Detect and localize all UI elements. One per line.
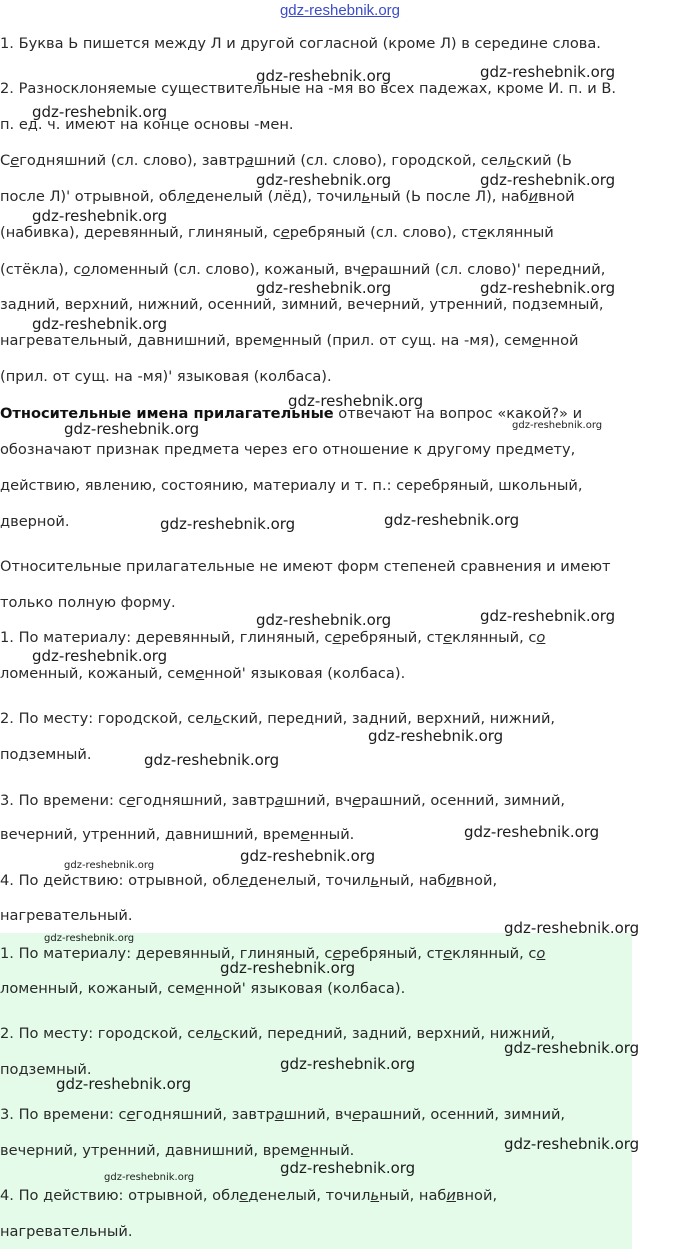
definition-line-4: дверной. (0, 513, 70, 530)
definition-line-2: обозначают признак предмета через его отношение к другому предмету, (0, 441, 576, 458)
note-line-2: только полную форму. (0, 594, 176, 611)
watermark: gdz-reshebnik.org (32, 647, 168, 665)
group-time-line-1: 3. По времени: сегодняшний, завтрашний, вчерашний, осенний, зимний, (0, 792, 566, 809)
watermark: gdz-reshebnik.org (160, 515, 296, 533)
watermark: gdz-reshebnik.org (480, 63, 616, 81)
group-place-line-1: 2. По месту: городской, сельский, передний, задний, верхний, нижний, (0, 710, 556, 727)
watermark: gdz-reshebnik.org (240, 847, 376, 865)
watermark: gdz-reshebnik.org (480, 279, 616, 297)
examples-line-6: нагревательный, давнишний, временный (прил. от сущ. на -мя), семенной (0, 332, 579, 349)
examples-line-4: (стёкла), соломенный (сл. слово), кожаный, вчерашний (сл. слово)' передний, (0, 261, 606, 278)
watermark: gdz-reshebnik.org (220, 959, 356, 977)
group-action-line-1: 4. По действию: отрывной, обледенелый, точильный, набивной, (0, 872, 498, 889)
watermark: gdz-reshebnik.org (504, 919, 640, 937)
examples-line-3: (набивка), деревянный, глиняный, серебряный (сл. слово), стеклянный (0, 224, 554, 241)
watermark: gdz-reshebnik.org (504, 1039, 640, 1057)
watermark: gdz-reshebnik.org (256, 67, 392, 85)
answer-time-line-2: вечерний, утренний, давнишний, временный. (0, 1142, 355, 1159)
answer-place-line-2: подземный. (0, 1061, 92, 1078)
watermark: gdz-reshebnik.org (288, 392, 424, 410)
group-action-line-2: нагревательный. (0, 907, 133, 924)
answer-material-line-1: 1. По материалу: деревянный, глиняный, серебряный, стеклянный, со (0, 945, 546, 962)
rule-2-line-2: п. ед. ч. имеют на конце основы -мен. (0, 116, 294, 133)
rule-2-line-1: 2. Разносклоняемые существительные на -мя во всех падежах, кроме И. п. и В. (0, 80, 617, 97)
site-header-link[interactable]: gdz-reshebnik.org (279, 2, 401, 19)
rule-1: 1. Буква Ь пишется между Л и другой согласной (кроме Л) в середине слова. (0, 35, 601, 52)
watermark: gdz-reshebnik.org (480, 171, 616, 189)
answer-action-line-1: 4. По действию: отрывной, обледенелый, точильный, набивной, (0, 1187, 498, 1204)
watermark: gdz-reshebnik.org (144, 751, 280, 769)
watermark: gdz-reshebnik.org (256, 279, 392, 297)
definition-line-1: Относительные имена прилагательные отвечают на вопрос «какой?» и (0, 405, 583, 422)
group-material-line-2: ломенный, кожаный, семенной' языковая (колбаса). (0, 665, 406, 682)
watermark: gdz-reshebnik.org (480, 607, 616, 625)
answer-material-line-2: ломенный, кожаный, семенной' языковая (колбаса). (0, 980, 406, 997)
examples-line-5: задний, верхний, нижний, осенний, зимний, вечерний, утренний, подземный, (0, 296, 604, 313)
group-time-line-2: вечерний, утренний, давнишний, временный. (0, 826, 355, 843)
watermark: gdz-reshebnik.org (384, 511, 520, 529)
group-place-line-2: подземный. (0, 746, 92, 763)
watermark: gdz-reshebnik.org (256, 171, 392, 189)
watermark: gdz-reshebnik.org (512, 420, 603, 431)
watermark: gdz-reshebnik.org (104, 1172, 195, 1183)
definition-term: Относительные имена прилагательные (0, 405, 334, 422)
examples-line-2: после Л)' отрывной, обледенелый (лёд), точильный (Ь после Л), набивной (0, 188, 575, 205)
note-line-1: Относительные прилагательные не имеют форм степеней сравнения и имеют (0, 558, 611, 575)
watermark: gdz-reshebnik.org (368, 727, 504, 745)
answer-place-line-1: 2. По месту: городской, сельский, передний, задний, верхний, нижний, (0, 1025, 556, 1042)
watermark: gdz-reshebnik.org (256, 611, 392, 629)
watermark: gdz-reshebnik.org (280, 1055, 416, 1073)
answer-time-line-1: 3. По времени: сегодняшний, завтрашний, вчерашний, осенний, зимний, (0, 1106, 566, 1123)
watermark: gdz-reshebnik.org (32, 207, 168, 225)
watermark: gdz-reshebnik.org (464, 823, 600, 841)
watermark: gdz-reshebnik.org (44, 933, 135, 944)
definition-line-3: действию, явлению, состоянию, материалу и т. п.: серебряный, школьный, (0, 477, 583, 494)
watermark: gdz-reshebnik.org (64, 420, 200, 438)
watermark: gdz-reshebnik.org (280, 1159, 416, 1177)
watermark: gdz-reshebnik.org (32, 315, 168, 333)
watermark: gdz-reshebnik.org (32, 103, 168, 121)
watermark: gdz-reshebnik.org (56, 1075, 192, 1093)
examples-line-7: (прил. от сущ. на -мя)' языковая (колбаса). (0, 368, 332, 385)
watermark: gdz-reshebnik.org (64, 860, 155, 871)
group-material-line-1: 1. По материалу: деревянный, глиняный, серебряный, стеклянный, со (0, 629, 546, 646)
watermark: gdz-reshebnik.org (504, 1135, 640, 1153)
examples-line-1: Сегодняшний (сл. слово), завтрашний (сл. слово), городской, сельский (Ь (0, 152, 572, 169)
answer-action-line-2: нагревательный. (0, 1223, 133, 1240)
